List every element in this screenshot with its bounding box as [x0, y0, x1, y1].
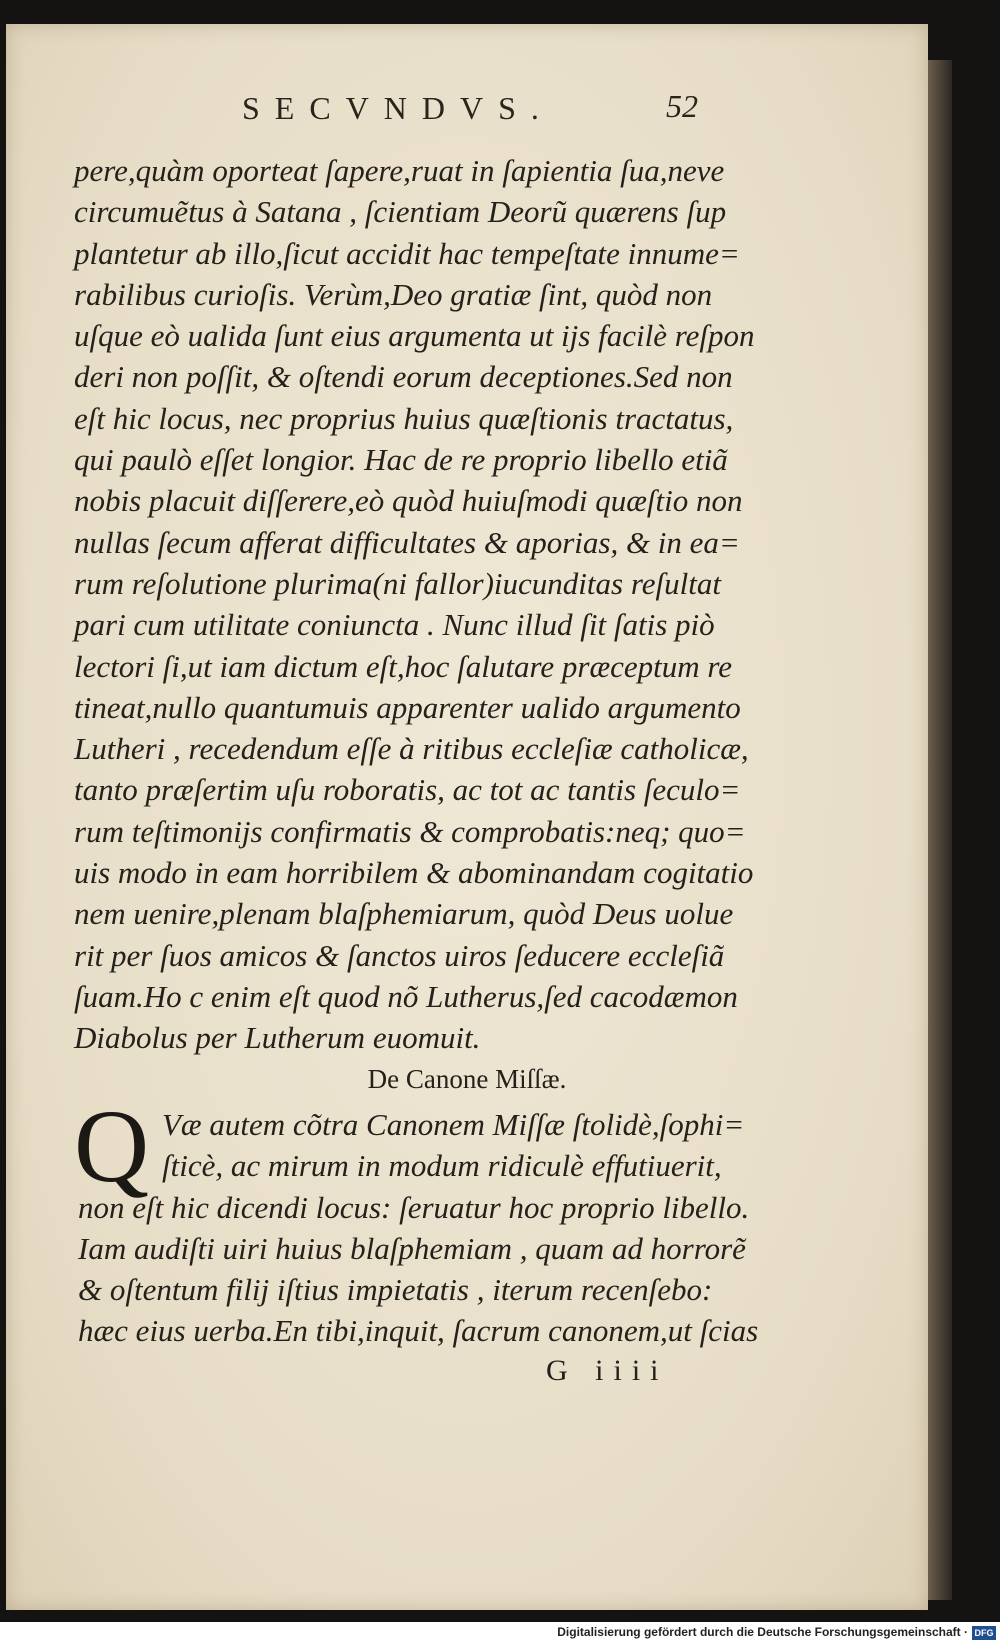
text-line: circumuẽtus à Satana , ſcientiam Deorũ quærens ſup	[74, 194, 727, 230]
dfg-logo: DFG	[972, 1626, 996, 1640]
text-line: rum reſolutione plurima(ni fallor)iucunditas reſultat	[74, 565, 721, 601]
paragraph-1	[74, 150, 774, 1059]
text-line: uis modo in eam horribilem & abominandam cogitatio	[74, 855, 754, 891]
drop-cap: Q	[74, 1089, 150, 1204]
paragraph-2	[74, 1089, 778, 1352]
text-line: tanto præſertim uſu roboratis, ac tot ac tantis ſeculo=	[74, 772, 741, 808]
text-line: rum teſtimonijs confirmatis & comprobatis:neq; quo=	[74, 813, 746, 849]
book-page	[6, 24, 928, 1610]
text-line: non eſt hic dicendi locus: ſeruatur hoc proprio libello.	[78, 1189, 750, 1225]
text-line: qui paulò eſſet longior. Hac de re proprio libello etiã	[74, 442, 728, 478]
text-line: pere,quàm oporteat ſapere,ruat in ſapientia ſua,neve	[74, 153, 725, 188]
section-heading: De Canone Miſſæ.	[367, 1064, 567, 1094]
text-line: & oſtentum filij iſtius impietatis , iterum recenſebo:	[78, 1272, 713, 1308]
text-line: nobis placuit diſſerere,eò quòd huiuſmodi quæſtio non	[74, 483, 743, 519]
next-page-edge	[928, 60, 952, 1600]
text-line: hæc eius uerba.En tibi,inquit, ſacrum canonem,ut ſcias	[78, 1313, 759, 1349]
text-line: uſque eò ualida ſunt eius argumenta ut ijs facilè reſpon	[74, 318, 755, 354]
running-head-title: SECVNDVS.	[242, 90, 554, 126]
text-line: pari cum utilitate coniuncta . Nunc illud ſit ſatis piò	[74, 607, 715, 643]
text-line: Iam audiſti uiri huius blaſphemiam , quam ad horrorẽ	[78, 1230, 746, 1266]
text-line: rit per ſuos amicos & ſanctos uiros ſeducere eccleſiã	[74, 937, 725, 973]
text-line: Væ autem cõtra Canonem Miſſæ ſtolidè,ſophi=	[162, 1107, 745, 1142]
text-line: ſticè, ac mirum in modum ridiculè effutiuerit,	[162, 1148, 722, 1184]
text-line: nem uenire,plenam blaſphemiarum, quòd Deus uolue	[74, 896, 734, 932]
signature-mark: G iiii	[546, 1354, 669, 1387]
text-line: lectori ſi,ut iam dictum eſt,hoc ſalutare præceptum re	[74, 648, 733, 684]
text-line: nullas ſecum afferat difficultates & aporias, & in ea=	[74, 524, 740, 560]
page-number: 52	[666, 88, 698, 124]
text-line: plantetur ab illo,ſicut accidit hac tempeſtate innume=	[74, 235, 740, 271]
running-head	[6, 90, 928, 150]
digitization-footer	[0, 1622, 1000, 1645]
text-line: Diabolus per Lutherum euomuit.	[74, 1020, 481, 1056]
text-line: ſuam.Ho c enim eſt quod nõ Lutherus,ſed cacodæmon	[74, 978, 738, 1014]
text-line: eſt hic locus, nec proprius huius quæſtionis tractatus,	[74, 400, 734, 436]
funding-credit: Digitalisierung gefördert durch die Deutsche Forschungsgemeinschaft ·	[557, 1625, 968, 1639]
text-line: deri non poſſit, & oſtendi eorum deceptiones.Sed non	[74, 359, 733, 395]
text-line: rabilibus curioſis. Verùm,Deo gratiæ ſint, quòd non	[74, 276, 713, 312]
text-line: Lutheri , recedendum eſſe à ritibus eccleſiæ catholicæ,	[74, 731, 749, 767]
text-line: tineat,nullo quantumuis apparenter ualido argumento	[74, 689, 741, 725]
